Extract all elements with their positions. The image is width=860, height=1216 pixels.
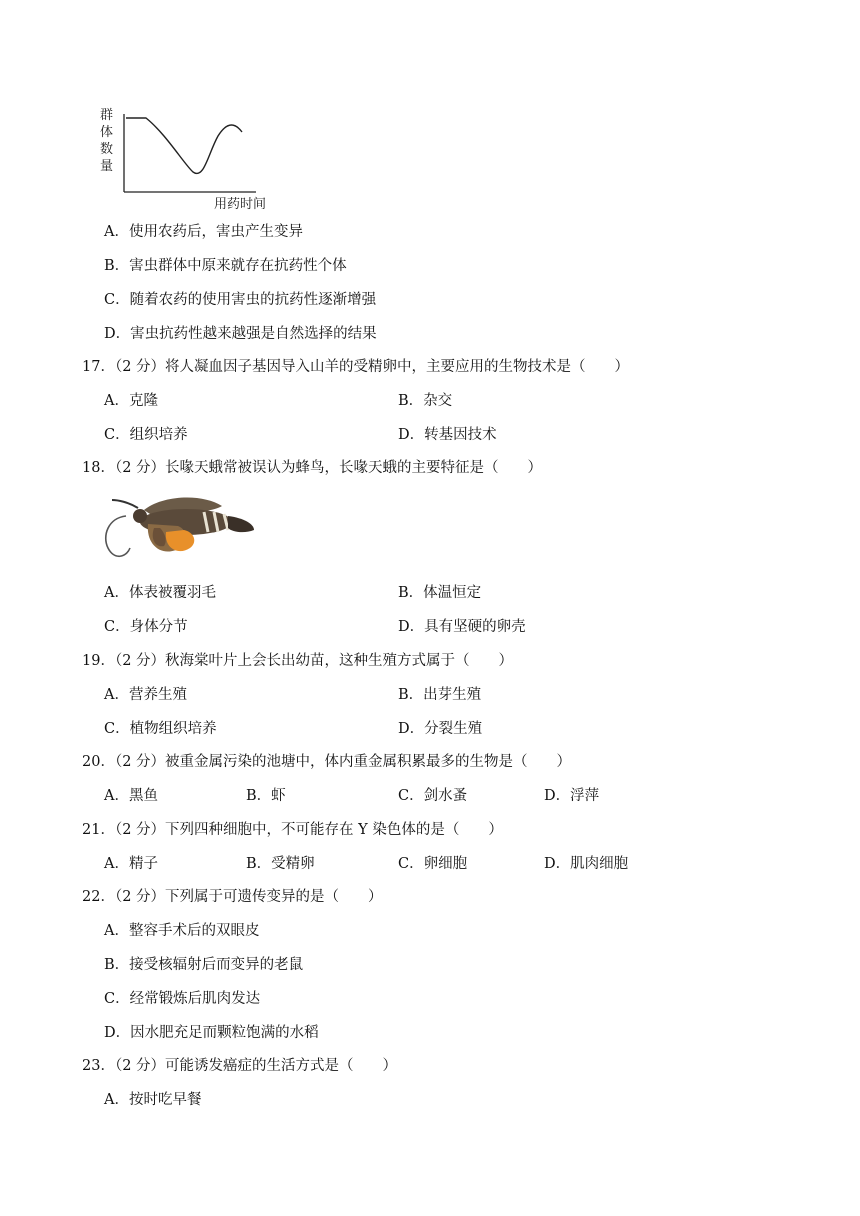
q21-option-b: B．受精卵 [246, 856, 315, 872]
y-axis-label-char: 体 [100, 125, 114, 140]
q17-option-a: A．克隆 [104, 393, 158, 409]
q19-option-d: D．分裂生殖 [398, 721, 483, 737]
q16-option-a: A．使用农药后，害虫产生变异 [104, 224, 303, 240]
x-axis-label: 用药时间 [214, 197, 267, 212]
q18-option-c: C．身体分节 [104, 619, 188, 635]
q22-option-c: C．经常锻炼后肌肉发达 [104, 991, 261, 1007]
q23-stem: 23．（2 分）可能诱发癌症的生活方式是（ ） [82, 1058, 398, 1074]
q22-stem: 22．（2 分）下列属于可遗传变异的是（ ） [82, 889, 383, 905]
population-curve [126, 118, 242, 173]
q21-option-a: A．精子 [104, 856, 158, 872]
q20-option-b: B．虾 [246, 788, 286, 804]
q22-option-d: D．因水肥充足而颗粒饱满的水稻 [104, 1025, 319, 1041]
q20-option-c: C．剑水蚤 [398, 788, 468, 804]
y-axis-label-char: 数 [100, 142, 114, 157]
q16-option-c: C．随着农药的使用害虫的抗药性逐渐增强 [104, 292, 377, 308]
q20-option-d: D．浮萍 [544, 788, 600, 804]
q17-stem: 17．（2 分）将人凝血因子基因导入山羊的受精卵中，主要应用的生物技术是（ ） [82, 359, 630, 375]
q19-option-b: B．出芽生殖 [398, 687, 482, 703]
q17-option-b: B．杂交 [398, 393, 453, 409]
q23-option-a: A．按时吃早餐 [104, 1092, 202, 1108]
q21-stem: 21．（2 分）下列四种细胞中，不可能存在 Y 染色体的是（ ） [82, 822, 503, 838]
q22-option-a: A．整容手术后的双眼皮 [104, 923, 260, 939]
population-vs-time-graph [96, 104, 286, 216]
q19-stem: 19．（2 分）秋海棠叶片上会长出幼苗，这种生殖方式属于（ ） [82, 653, 514, 669]
q16-option-b: B．害虫群体中原来就存在抗药性个体 [104, 258, 347, 274]
q18-stem: 18．（2 分）长喙天蛾常被误认为蜂鸟，长喙天蛾的主要特征是（ ） [82, 460, 543, 476]
hawk-moth-photo-icon [104, 488, 256, 568]
y-axis-label-char: 群 [100, 108, 114, 123]
q17-option-c: C．组织培养 [104, 427, 188, 443]
q18-option-a: A．体表被覆羽毛 [104, 585, 216, 601]
q22-option-b: B．接受核辐射后而变异的老鼠 [104, 957, 304, 973]
q20-option-a: A．黑鱼 [104, 788, 158, 804]
q21-option-c: C．卵细胞 [398, 856, 468, 872]
q17-option-d: D．转基因技术 [398, 427, 497, 443]
q18-option-b: B．体温恒定 [398, 585, 482, 601]
q19-option-a: A．营养生殖 [104, 687, 187, 703]
q21-option-d: D．肌肉细胞 [544, 856, 629, 872]
q18-option-d: D．具有坚硬的卵壳 [398, 619, 526, 635]
q20-stem: 20．（2 分）被重金属污染的池塘中，体内重金属积累最多的生物是（ ） [82, 754, 572, 770]
q16-option-d: D．害虫抗药性越来越强是自然选择的结果 [104, 326, 377, 342]
q19-option-c: C．植物组织培养 [104, 721, 217, 737]
y-axis-label-char: 量 [100, 159, 114, 174]
